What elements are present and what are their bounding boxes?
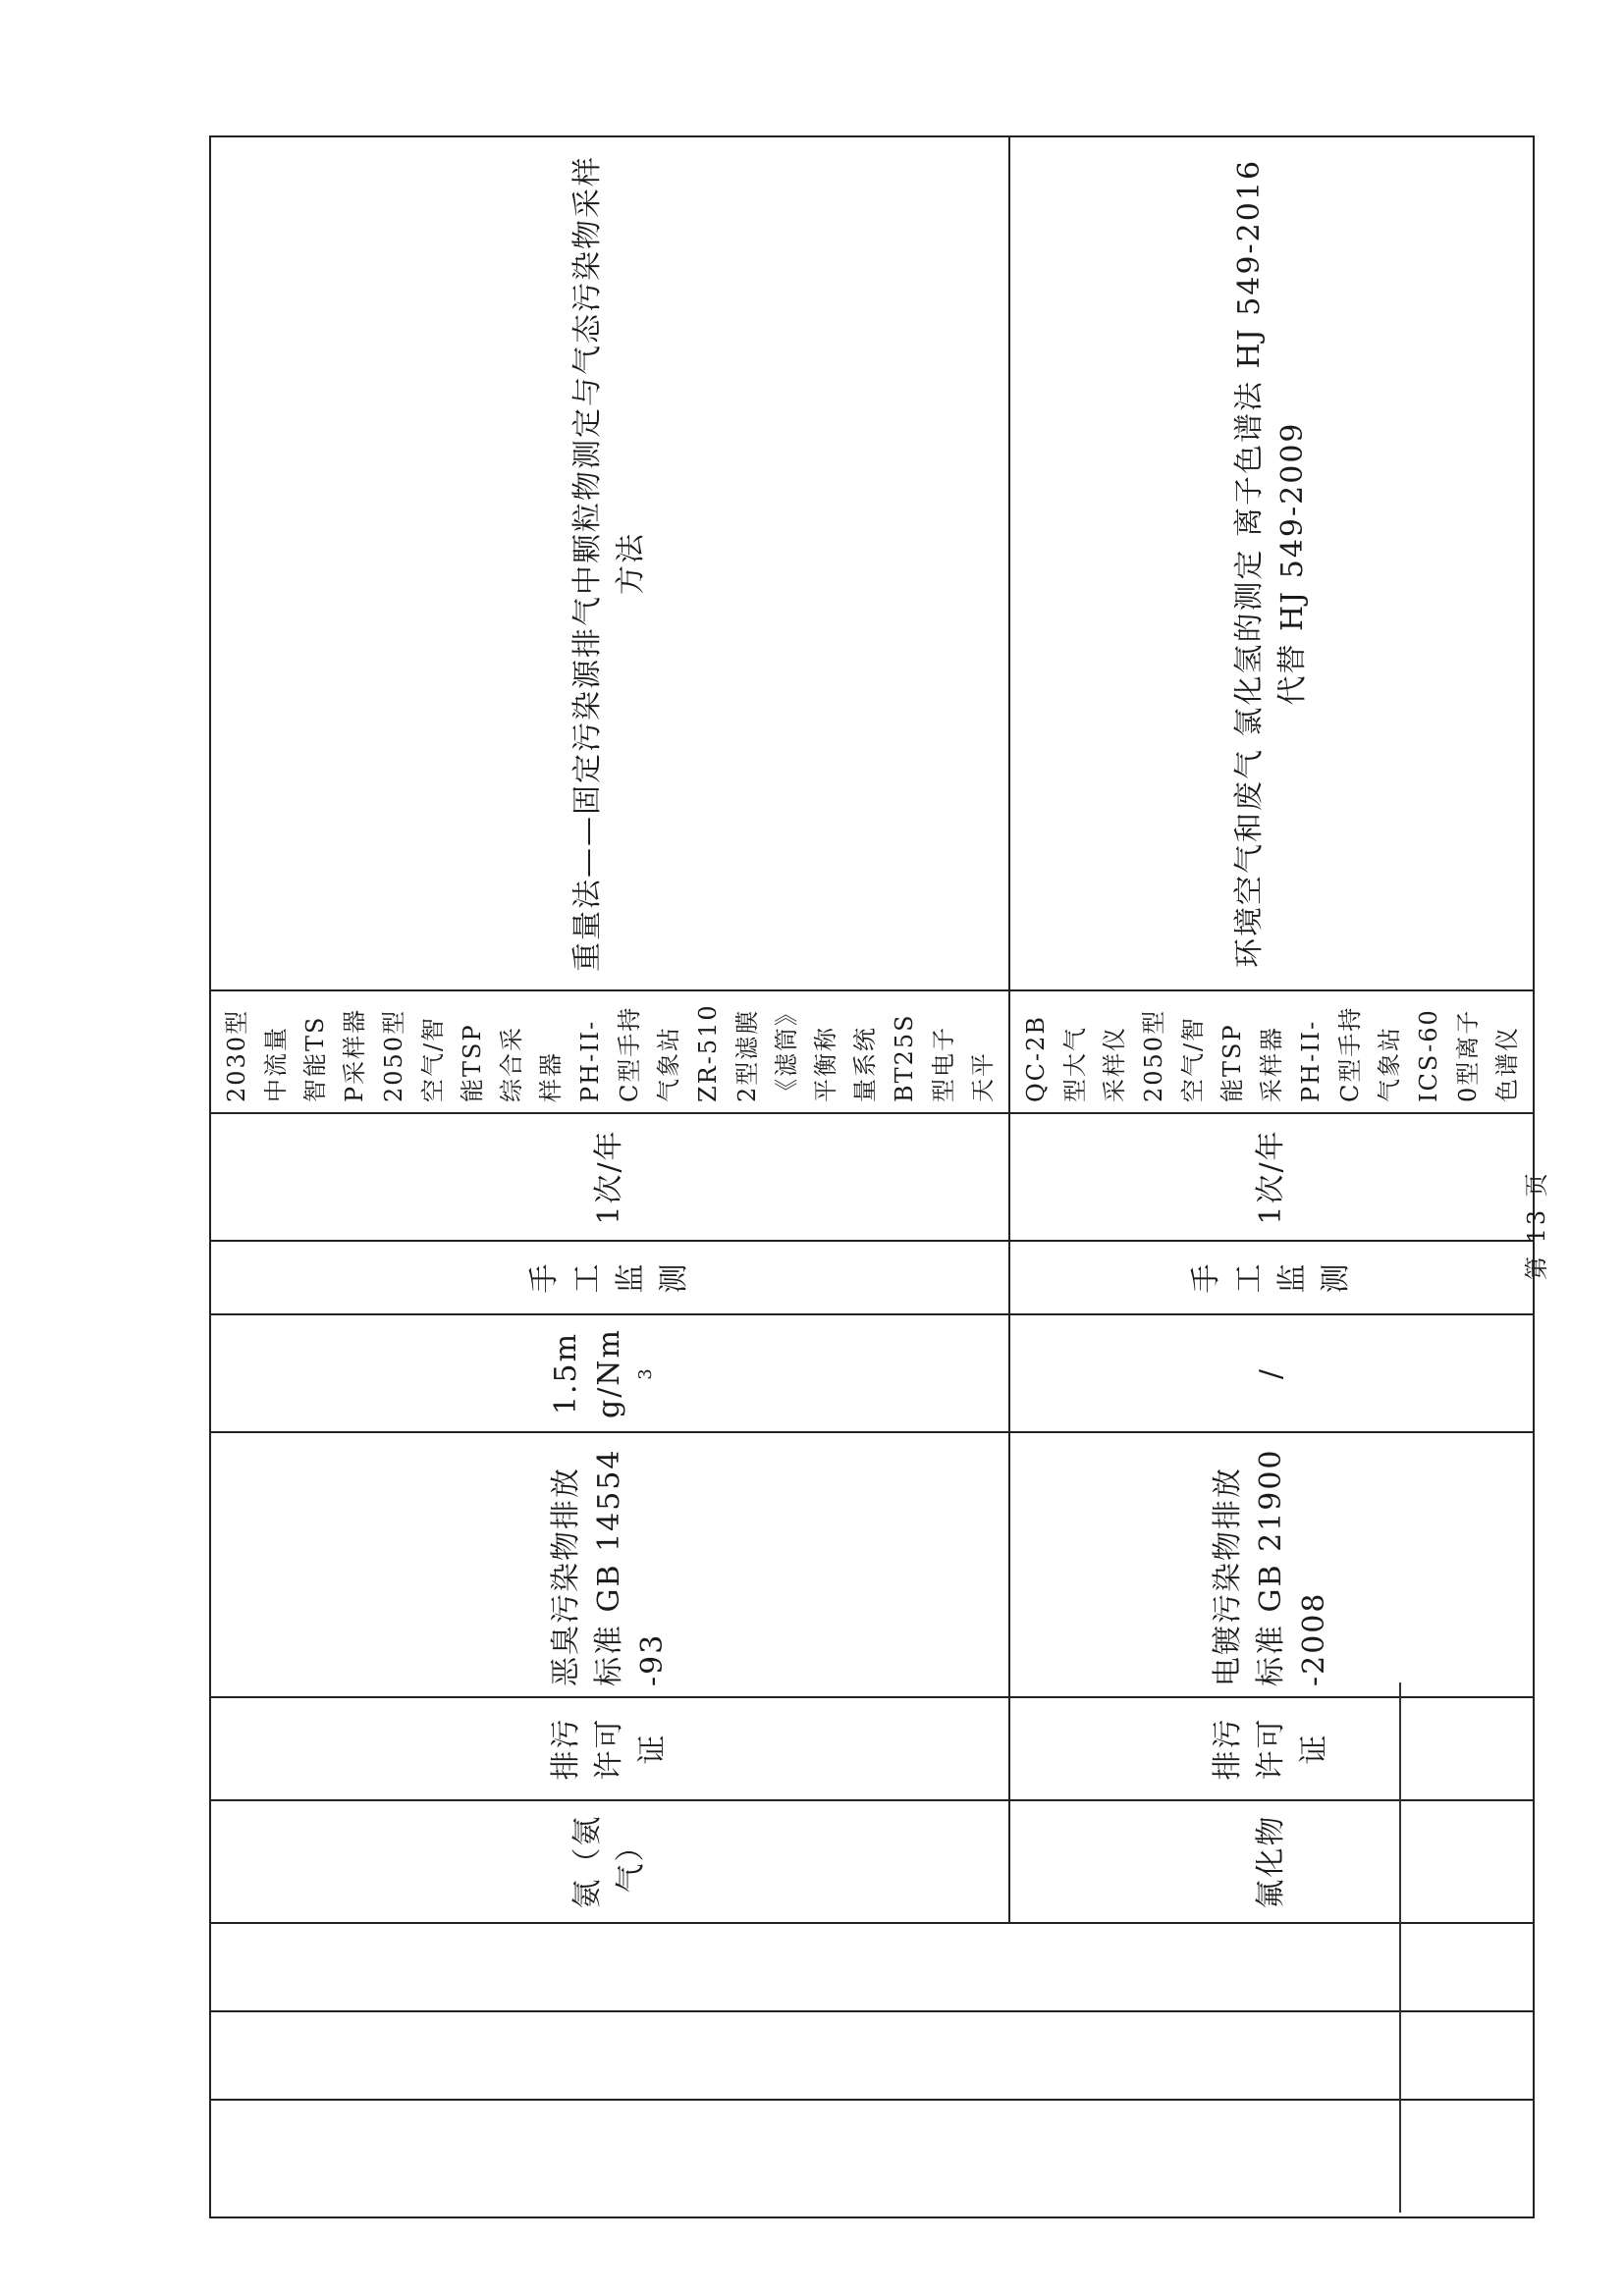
frequency-cell: 1次/年 — [1009, 1113, 1534, 1241]
empty-cell — [210, 2011, 1534, 2100]
instrument-line: QC-2B型大气采样仪 — [1022, 1014, 1128, 1102]
mode-cell: 手工监测 — [1009, 1241, 1534, 1314]
instrument-line: PH-II-C型手持气象站 — [1297, 1005, 1403, 1102]
method-cell: 重量法——固定污染源排气中颗粒物测定与气态污染物采样方法 — [210, 136, 1009, 990]
limit-cell — [210, 1314, 1009, 1432]
item-cell: 氟化物 — [1009, 1800, 1534, 1923]
instrument-line: 2030型中流量智能TSP采样器2050型空气/智能TSP综合采样器 — [223, 1007, 565, 1102]
standard-cell: 电镀污染物排放标准 GB 21900-2008 — [1009, 1432, 1534, 1697]
page-number: 第 13 页 — [1523, 1170, 1550, 1280]
footer-rule — [1399, 1682, 1401, 2213]
limit-value: 1.5mg/Nm — [549, 1328, 626, 1419]
instrument-line: 2050型空气/智能TSP采样器 — [1140, 1008, 1285, 1102]
limit-cell — [1009, 1314, 1534, 1432]
empty-cell — [210, 1923, 1534, 2011]
empty-cell — [210, 2100, 1534, 2217]
instrument-line: ICS-600型离子色谱仪 — [1415, 1008, 1521, 1102]
instrument-line: PH-II-C型手持气象站 — [576, 1005, 682, 1102]
instrument-line: ZR-5102型滤膜《滤筒》平衡称量系统 — [694, 1003, 879, 1102]
instruments-cell — [1009, 990, 1534, 1113]
table-row-2 — [1009, 136, 1534, 2217]
method-cell: 环境空气和废气 氯化氢的测定 离子色谱法 HJ 549-2016 代替 HJ 549-2009 — [1009, 136, 1534, 990]
limit-superscript: 3 — [635, 1366, 656, 1380]
mode-cell: 手工监测 — [210, 1241, 1009, 1314]
instruments-cell — [210, 990, 1009, 1113]
basis-cell: 排污许可证 — [1009, 1697, 1534, 1800]
limit-value: / — [1254, 1366, 1288, 1380]
instrument-line: BT25S型电子天平 — [891, 1013, 997, 1102]
monitoring-table — [209, 135, 1535, 2218]
standard-cell: 恶臭污染物排放标准 GB 14554-93 — [210, 1432, 1009, 1697]
basis-cell: 排污许可证 — [210, 1697, 1009, 1800]
item-cell: 氨（氨气） — [210, 1800, 1009, 1923]
frequency-cell: 1次/年 — [210, 1113, 1009, 1241]
table-row-1 — [210, 136, 1009, 2217]
